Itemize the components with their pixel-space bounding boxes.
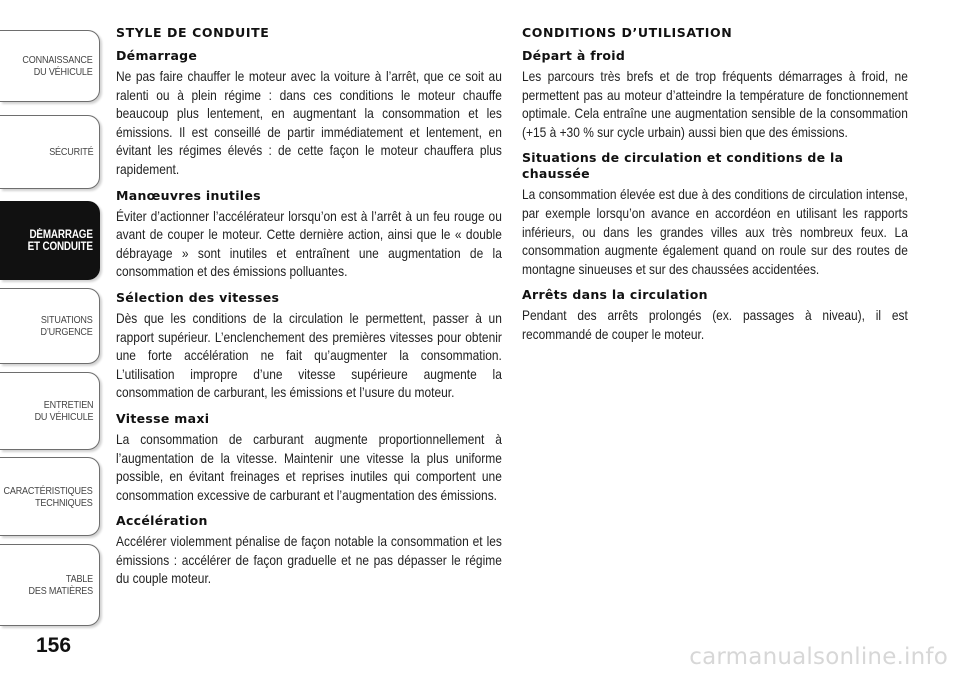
tab-label: CARACTÉRISTIQUES TECHNIQUES — [3, 484, 93, 509]
tab-situations-d-urgence[interactable] — [0, 288, 100, 364]
right-column — [522, 25, 908, 353]
subheading-vitesse-maxi: Vitesse maxi — [116, 410, 210, 426]
paragraph-vitesse-maxi: La consommation de carburant augmente proportionnellement à l’augmentation de la vitesse. Maintenir une vitesse la plus uniforme possible, en évitant freinages et reprises inutiles qui comportent une consommation excessive de carburant et l’augmentation des émissions. — [116, 431, 502, 503]
paragraph-demarrage: Ne pas faire chauffer le moteur avec la voiture à l’arrêt, que ce soit au ralenti ou à plein régime : dans ces conditions le moteur chauffe beaucoup plus lentement, en augmentant la consommation et les émissions. Il est conseillé de partir immédiatement et lentement, en évitant les régimes élevés : de cette façon le moteur chauffera plus rapidement. — [116, 69, 502, 177]
tab-table-des-matieres[interactable] — [0, 544, 100, 626]
paragraph-depart-a-froid: Les parcours très brefs et de trop fréquents démarrages à froid, ne permettent pas au moteur d’atteindre la température de fonctionnement optimale. Cela entraîne une augmentation sensible de la consommation (+15 à +30 % sur cycle urbain) aussi bien que des émissions. — [522, 69, 908, 140]
section-title: CONDITIONS D’UTILISATION — [522, 25, 733, 40]
paragraph-selection-des-vitesses: Dès que les conditions de la circulation le permettent, passer à un rapport supérieur. L’enclenchement des premières vitesses pour obtenir une forte accélération ne fait qu’augmenter la consommation. L’utilisation impropre d’une vitesse supérieure augmente la consommation de carburant, les émissions et l’usure du moteur. — [116, 310, 502, 401]
subheading-arrets-dans-la-circulation: Arrêts dans la circulation — [522, 287, 708, 303]
paragraph-arrets-dans-la-circulation: Pendant des arrêts prolongés (ex. passages à niveau), il est recommandé de couper le moteur. — [522, 308, 908, 342]
page-number: 156 — [36, 634, 72, 657]
paragraph-situations-de-circulation: La consommation élevée est due à des conditions de circulation intense, par exemple lorsqu’on avance en accordéon en utilisant les rapports inférieurs, ou dans les grandes villes aux très nombreux feux. La consommation augmente également quand on roule sur des routes de montagne sinueuses et sur des chaussées accidentées. — [522, 187, 908, 277]
paragraph-manoeuvres-inutiles: Éviter d’actionner l’accélérateur lorsqu’on est à l’arrêt à un feu rouge ou avant de couper le moteur. Cette dernière action, ainsi que le « double débrayage » sont inutiles et entraînent une augmentation de la consommation et des émissions polluantes. — [116, 208, 502, 280]
subheading-situations-de-circulation: Situations de circulation et conditions de la chaussée — [522, 150, 844, 182]
tab-entretien-du-vehicule[interactable] — [0, 372, 100, 450]
subheading-acceleration: Accélération — [116, 513, 208, 529]
section-title: STYLE DE CONDUITE — [116, 25, 270, 40]
tab-label: ENTRETIEN DU VÉHICULE — [34, 399, 93, 423]
tab-label: SITUATIONS D’URGENCE — [40, 314, 93, 338]
subheading-selection-des-vitesses: Sélection des vitesses — [116, 289, 280, 305]
tab-label: TABLE DES MATIÈRES — [28, 573, 93, 597]
chapter-tabs — [0, 0, 104, 640]
watermark: carmanualsonline.info — [689, 644, 948, 670]
subheading-manoeuvres-inutiles: Manœuvres inutiles — [116, 187, 261, 203]
tab-securite[interactable] — [0, 115, 100, 189]
paragraph-acceleration: Accélérer violemment pénalise de façon notable la consommation et les émissions : accélérer de façon graduelle et ne pas dépasser le régime du couple moteur. — [116, 534, 502, 587]
subheading-demarrage: Démarrage — [116, 48, 198, 63]
tab-label: CONNAISSANCE DU VÉHICULE — [22, 54, 93, 78]
subheading-depart-a-froid: Départ à froid — [522, 48, 626, 63]
left-column — [116, 25, 502, 597]
tab-label: SÉCURITÉ — [48, 146, 93, 158]
tab-caracteristiques-techniques[interactable] — [0, 457, 100, 536]
tab-connaissance-du-vehicule[interactable] — [0, 30, 100, 102]
tab-label: DÉMARRAGE ET CONDUITE — [27, 228, 93, 253]
tab-demarrage-et-conduite[interactable] — [0, 201, 100, 280]
